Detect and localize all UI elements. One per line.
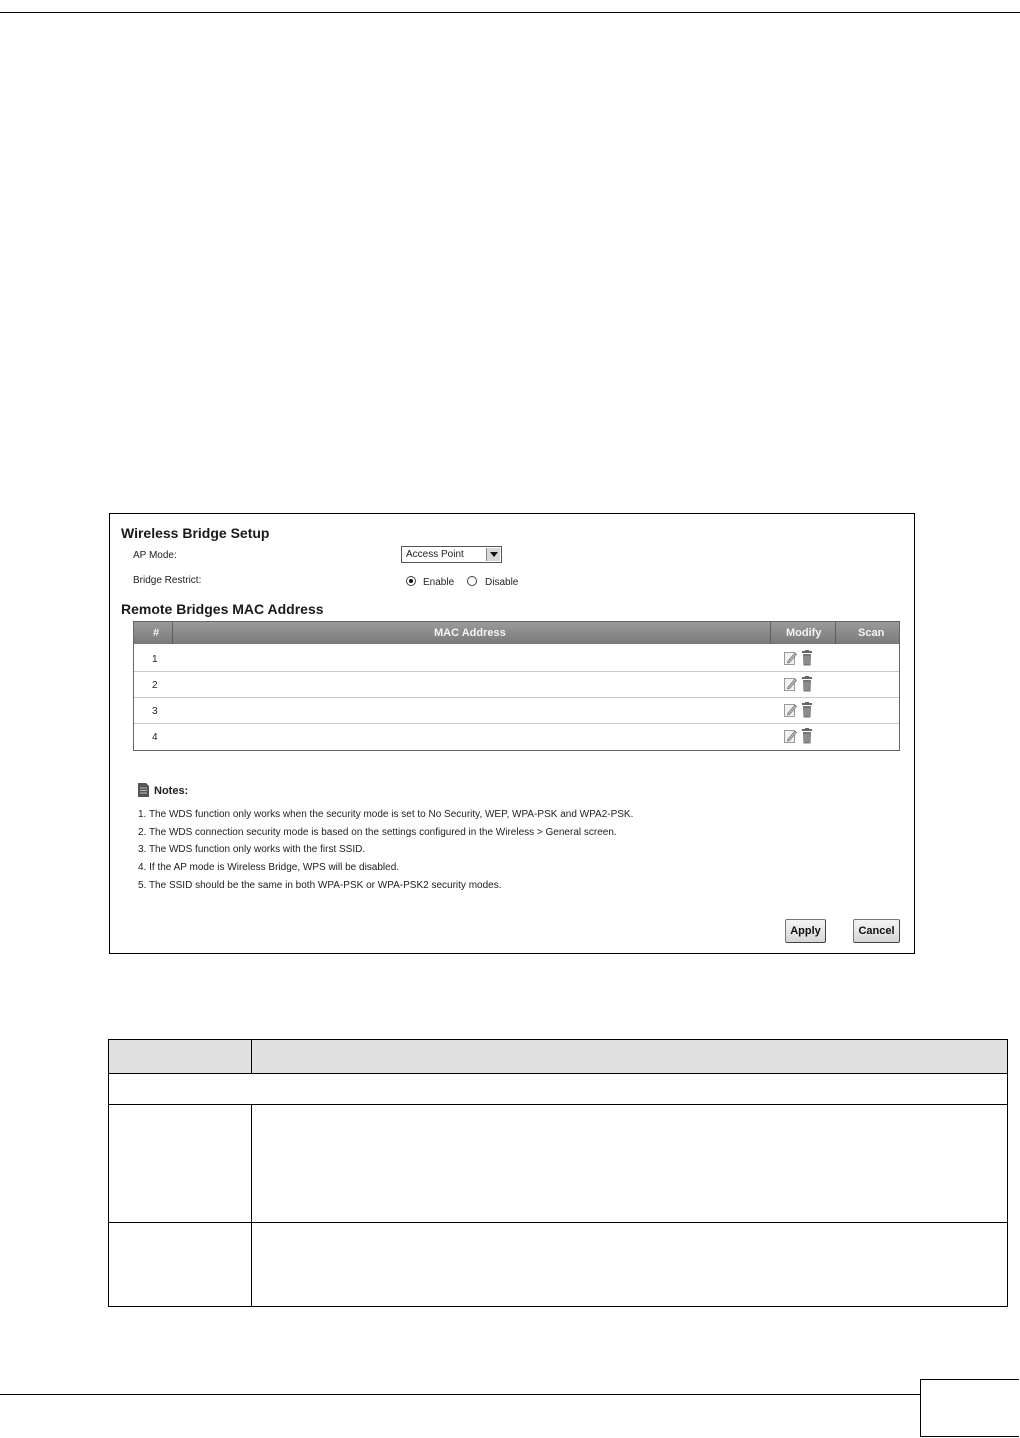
table-header (109, 1040, 1007, 1074)
disable-radio[interactable] (467, 576, 477, 586)
chevron-down-icon (486, 548, 500, 561)
note-line: 4. If the AP mode is Wireless Bridge, WPS will be disabled. (138, 862, 400, 873)
edit-icon[interactable] (784, 703, 797, 717)
trash-icon[interactable] (801, 676, 813, 692)
enable-radio[interactable] (406, 576, 416, 586)
table-row (134, 698, 899, 724)
col-header-scan: Scan (858, 627, 885, 639)
col-header-number: # (153, 627, 160, 639)
note-line: 3. The WDS function only works with the first SSID. (138, 844, 366, 855)
ap-mode-label: AP Mode: (133, 550, 177, 561)
edit-icon[interactable] (784, 651, 797, 665)
section-title-wireless-bridge-setup: Wireless Bridge Setup (121, 525, 270, 541)
table-header (134, 622, 899, 644)
table-row (134, 646, 899, 672)
col-header-modify: Modify (786, 627, 822, 639)
trash-icon[interactable] (801, 650, 813, 666)
note-line: 1. The WDS function only works when the security mode is set to No Security, WEP, WPA-PSK and WPA2-PSK. (138, 809, 634, 820)
disable-radio-label: Disable (485, 577, 519, 588)
table-row (134, 724, 899, 750)
header-rule (0, 12, 1020, 13)
note-icon (138, 783, 149, 797)
ap-mode-select[interactable] (401, 546, 502, 563)
row-number: 4 (152, 732, 158, 743)
trash-icon[interactable] (801, 702, 813, 718)
row-number: 3 (152, 706, 158, 717)
row-number: 1 (152, 654, 158, 665)
page-number-box (920, 1379, 1019, 1437)
table-row (134, 672, 899, 698)
trash-icon[interactable] (801, 728, 813, 744)
enable-radio-label: Enable (423, 577, 455, 588)
edit-icon[interactable] (784, 677, 797, 691)
cancel-button[interactable]: Cancel (853, 919, 900, 943)
section-title-remote-bridges: Remote Bridges MAC Address (121, 601, 324, 617)
note-line: 2. The WDS connection security mode is based on the settings configured in the Wireless > General screen. (138, 827, 617, 838)
notes-title: Notes: (154, 785, 189, 797)
edit-icon[interactable] (784, 729, 797, 743)
mac-address-table (133, 621, 900, 751)
footer-rule (0, 1394, 920, 1395)
ap-mode-value: Access Point (406, 549, 464, 560)
note-line: 5. The SSID should be the same in both WPA-PSK or WPA-PSK2 security modes. (138, 880, 502, 891)
row-number: 2 (152, 680, 158, 691)
description-table (108, 1039, 1008, 1307)
bridge-restrict-label: Bridge Restrict: (133, 575, 202, 586)
wireless-bridge-panel (109, 513, 915, 954)
col-header-mac-address: MAC Address (434, 627, 506, 639)
apply-button[interactable]: Apply (785, 919, 826, 943)
